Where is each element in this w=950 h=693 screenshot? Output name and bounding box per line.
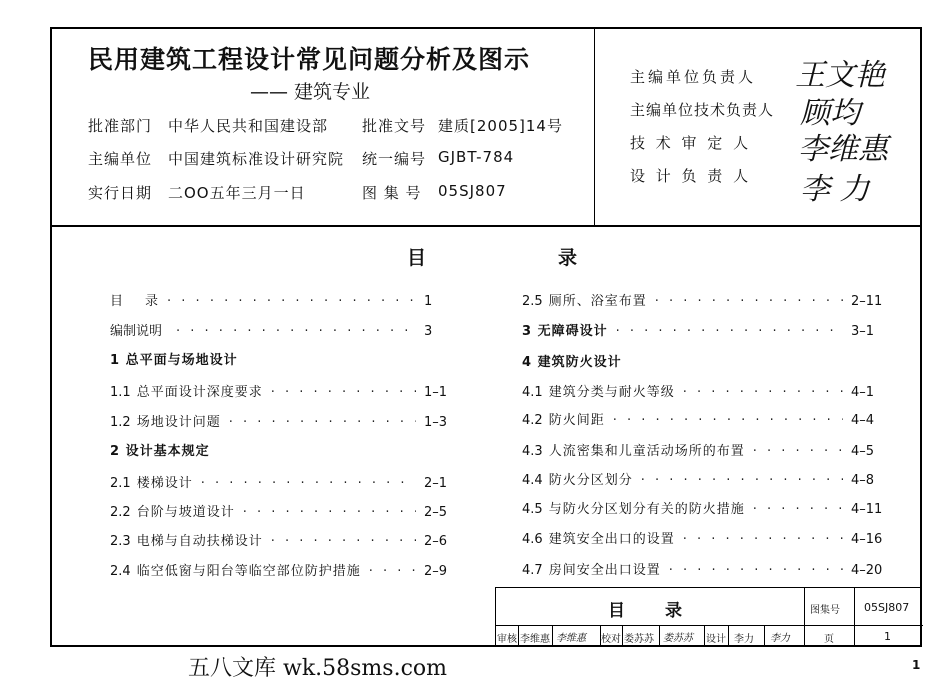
toc-entry-page: 1–1: [424, 385, 448, 400]
toc-entry-page: 3: [424, 324, 433, 339]
toc-entry-num: 4.1: [522, 385, 543, 400]
toc-entry-label: 台阶与坡道设计: [136, 505, 235, 520]
toc-heading-left: 目: [407, 247, 427, 269]
document-subtitle: —— 建筑专业: [250, 81, 371, 103]
toc-entry[interactable]: [110, 501, 460, 520]
toc-entry[interactable]: [110, 560, 460, 579]
meta-approval-dept-value: 中华人民共和国建设部: [168, 117, 329, 135]
toc-section-heading[interactable]: 4 建筑防火设计: [522, 355, 622, 370]
toc-leader-dots: [243, 505, 416, 520]
resp-chief-unit-label: 主编单位负责人: [630, 68, 757, 86]
title-block-divider: [496, 625, 923, 626]
page-label: 页: [824, 634, 834, 645]
meta-effective-date-value: 二OO五年三月一日: [168, 184, 306, 202]
toc-leader-dots: [167, 294, 416, 309]
toc-entry[interactable]: [110, 320, 460, 339]
toc-entry[interactable]: [522, 381, 887, 400]
check-name: 娄苏苏: [624, 634, 654, 645]
resp-reviewer-label: 技 术 审 定 人: [630, 134, 752, 152]
toc-entry-num: 2.2: [110, 505, 131, 520]
toc-entry[interactable]: [522, 290, 887, 309]
toc-entry-num: 4.4: [522, 473, 543, 488]
toc-entry-page: 3–1: [851, 324, 875, 339]
toc-entry-page: 2–5: [424, 505, 448, 520]
toc-entry-page: 4–8: [851, 473, 875, 488]
title-block-divider: [764, 625, 765, 646]
toc-entry[interactable]: [522, 409, 887, 428]
toc-entry-page: 4–5: [851, 444, 875, 459]
toc-entry-page: 2–1: [424, 476, 448, 491]
title-block-divider: [728, 625, 729, 646]
check-signature: 娄苏苏: [663, 633, 693, 644]
toc-leader-dots: [641, 473, 843, 488]
meta-effective-date-label: 实行日期: [88, 184, 153, 202]
toc-entry-label: 厕所、浴室布置: [548, 294, 647, 309]
header-divider: [50, 225, 922, 227]
toc-entry-num: 4.6: [522, 532, 543, 547]
atlas-no-label: 图集号: [810, 605, 840, 616]
title-block-divider: [854, 588, 855, 646]
title-block-divider: [518, 625, 519, 646]
toc-section-heading[interactable]: 2 设计基本规定: [110, 444, 210, 459]
toc-entry-num: 1.1: [110, 385, 131, 400]
toc-entry-label: 建筑安全出口的设置: [548, 532, 675, 547]
toc-leader-dots: [271, 385, 416, 400]
meta-unified-no-label: 统一编号: [362, 150, 427, 168]
toc-entry-label: 楼梯设计: [136, 476, 193, 491]
toc-leader-dots: [683, 532, 843, 547]
toc-leader-dots: [683, 385, 843, 400]
signature-tech-chief: 顾均: [800, 96, 860, 131]
title-block-divider: [622, 625, 623, 646]
toc-heading-right: 录: [558, 247, 578, 269]
toc-entry-label: 电梯与自动扶梯设计: [136, 534, 263, 549]
watermark-text: 五八文库 wk.58sms.com: [188, 656, 448, 681]
toc-entry-label: 建筑分类与耐火等级: [548, 385, 675, 400]
toc-entry-num: 4.7: [522, 563, 543, 578]
toc-entry-page: 2–9: [424, 564, 448, 579]
toc-entry[interactable]: [522, 559, 887, 578]
signature-chief-unit: 王文艳: [795, 58, 885, 93]
toc-leader-dots: [176, 324, 416, 339]
toc-entry-label: 防火间距: [548, 413, 605, 428]
header-vertical-divider: [594, 27, 595, 225]
design-signature: 李力: [770, 633, 790, 644]
toc-entry[interactable]: [522, 498, 887, 517]
toc-section-heading[interactable]: 1 总平面与场地设计: [110, 353, 238, 368]
review-name: 李维惠: [520, 634, 550, 645]
toc-leader-dots: [229, 415, 416, 430]
toc-entry-num: 4.3: [522, 444, 543, 459]
toc-entry[interactable]: [522, 440, 887, 459]
signature-designer: 李 力: [800, 172, 870, 207]
toc-entry-page: 4–20: [851, 563, 883, 578]
toc-entry[interactable]: [110, 530, 460, 549]
toc-entry-page: 4–16: [851, 532, 883, 547]
toc-entry[interactable]: [522, 528, 887, 547]
toc-entry-label: 临空低窗与阳台等临空部位防护措施: [136, 564, 361, 579]
meta-unified-no-value: GJBT-784: [438, 148, 515, 166]
toc-leader-dots: [616, 324, 843, 339]
toc-entry-num: 目: [110, 294, 124, 309]
toc-entry[interactable]: [110, 472, 460, 491]
toc-entry[interactable]: [522, 469, 887, 488]
meta-atlas-no-value: 05SJ807: [438, 182, 507, 200]
signature-reviewer: 李维惠: [798, 132, 888, 167]
meta-approval-dept-label: 批准部门: [88, 117, 153, 135]
title-block-divider: [704, 625, 705, 646]
toc-entry[interactable]: [110, 381, 460, 400]
check-label: 校对: [601, 634, 621, 645]
toc-leader-dots: [669, 563, 843, 578]
title-block-divider: [552, 625, 553, 646]
title-block-divider: [804, 588, 805, 646]
toc-entry-num: 2.3: [110, 534, 131, 549]
toc-section-label: 3 无障碍设计: [522, 324, 608, 339]
toc-leader-dots: [369, 564, 416, 579]
title-block-title: 目 录: [608, 601, 684, 621]
design-name: 李力: [734, 634, 754, 645]
resp-designer-label: 设 计 负 责 人: [630, 167, 752, 185]
meta-editor-label: 主编单位: [88, 150, 153, 168]
review-signature: 李维惠: [556, 633, 586, 644]
toc-entry-num: 2.1: [110, 476, 131, 491]
toc-entry-page: 1–3: [424, 415, 448, 430]
meta-approval-no-value: 建质[2005]14号: [438, 117, 563, 135]
toc-entry-page: 4–11: [851, 502, 883, 517]
page-value: 1: [884, 630, 891, 643]
resp-tech-chief-label: 主编单位技术负责人: [630, 101, 775, 119]
toc-leader-dots: [753, 502, 843, 517]
toc-leader-dots: [201, 476, 416, 491]
toc-entry-num: 编制说明: [110, 324, 163, 339]
toc-entry-label: 房间安全出口设置: [548, 563, 661, 578]
title-block: [495, 587, 922, 647]
meta-editor-value: 中国建筑标准设计研究院: [168, 150, 345, 168]
toc-leader-dots: [655, 294, 843, 309]
toc-entry-label: 场地设计问题: [136, 415, 221, 430]
toc-entry-label: 防火分区划分: [548, 473, 633, 488]
toc-leader-dots: [753, 444, 843, 459]
toc-entry-num: 4.2: [522, 413, 543, 428]
toc-section-entry[interactable]: [522, 320, 887, 339]
toc-entry-label: 总平面设计深度要求: [136, 385, 263, 400]
toc-entry-num: 1.2: [110, 415, 131, 430]
toc-entry-label: 人流密集和儿童活动场所的布置: [548, 444, 745, 459]
toc-entry[interactable]: [110, 290, 460, 309]
toc-entry-page: 2–11: [851, 294, 883, 309]
toc-entry-num: 2.5: [522, 294, 543, 309]
toc-entry-page: 4–4: [851, 413, 875, 428]
toc-entry-label: 录: [145, 294, 160, 309]
atlas-no-value: 05SJ807: [864, 601, 910, 614]
toc-entry-num: 4.5: [522, 502, 543, 517]
design-label: 设计: [706, 634, 726, 645]
toc-leader-dots: [613, 413, 843, 428]
title-block-divider: [659, 625, 660, 646]
toc-entry-page: 4–1: [851, 385, 875, 400]
toc-entry-label: 与防火分区划分有关的防火措施: [548, 502, 745, 517]
document-title: 民用建筑工程设计常见问题分析及图示: [88, 45, 531, 74]
meta-atlas-no-label: 图 集 号: [362, 184, 422, 202]
toc-entry-page: 2–6: [424, 534, 448, 549]
toc-entry-num: 2.4: [110, 564, 131, 579]
toc-entry[interactable]: [110, 411, 460, 430]
meta-approval-no-label: 批准文号: [362, 117, 427, 135]
toc-leader-dots: [271, 534, 416, 549]
toc-entry-page: 1: [424, 294, 433, 309]
review-label: 审核: [497, 634, 517, 645]
page-number: 1: [912, 658, 921, 672]
